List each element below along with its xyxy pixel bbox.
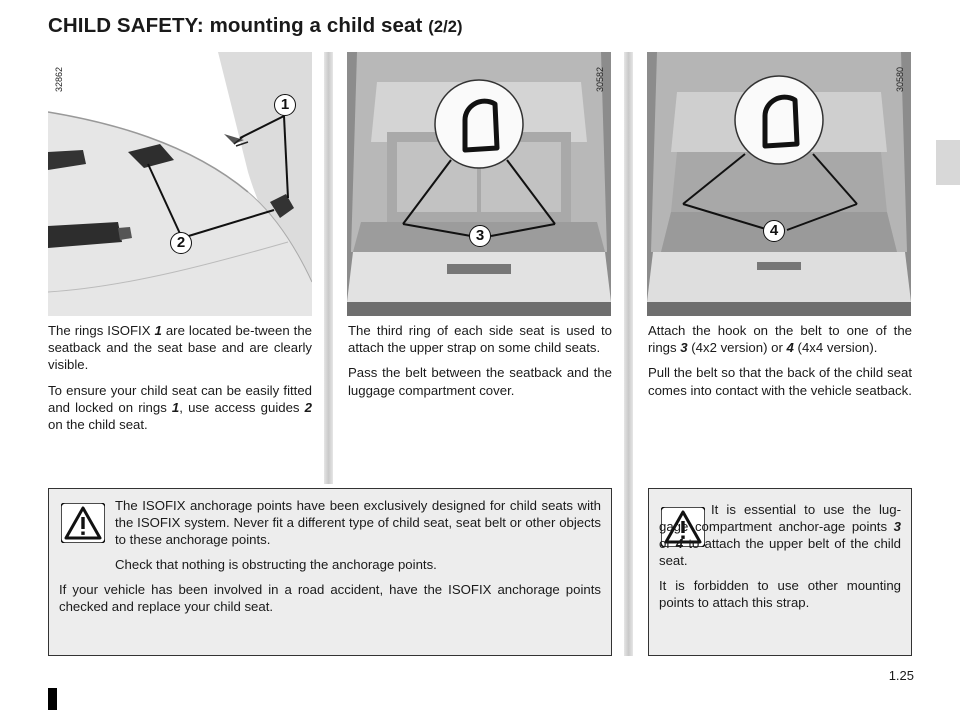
figure-ref-number: 30582	[595, 66, 605, 92]
isofix-warning-box	[48, 488, 612, 656]
corner-mark	[48, 688, 57, 710]
callout-4: 4	[763, 220, 785, 242]
access-guides-paragraph: To ensure your child seat can be easily fitted and locked on rings 1, use access guides 2 on the child seat.	[48, 382, 312, 433]
section-tab	[936, 140, 960, 185]
column-3-text	[648, 322, 912, 407]
callout-1: 1	[274, 94, 296, 116]
callout-3: 3	[469, 225, 491, 247]
callout-2: 2	[170, 232, 192, 254]
column-divider	[624, 52, 633, 484]
luggage-compartment-4x4-illustration	[647, 52, 911, 316]
isofix-exclusive-paragraph: The ISOFIX anchorage points have been exclusively designed for child seats with the ISOFIX system. Never fit a different type of child seat, seat belt or other objects to these anchorage points.	[115, 498, 601, 547]
column-2-text	[348, 322, 612, 407]
pass-belt-paragraph: Pass the belt between the seatback and the luggage compartment cover.	[348, 365, 612, 398]
title-suffix: (2/2)	[428, 18, 463, 36]
obstruction-paragraph: Check that nothing is obstructing the anchorage points.	[115, 557, 437, 572]
third-ring-paragraph: The third ring of each side seat is used to attach the upper strap on some child seats.	[348, 323, 612, 356]
page-number: 1.25	[888, 668, 914, 683]
isofix-seat-illustration	[48, 52, 312, 316]
column-divider	[624, 484, 633, 656]
attach-hook-paragraph: Attach the hook on the belt to one of the rings 3 (4x2 version) or 4 (4x4 version).	[648, 323, 912, 356]
essential-anchorage-paragraph: It is essential to use the lug-gage compartment anchor-age points 3 or 4 to attach the upper belt of the child seat.	[659, 502, 902, 568]
luggage-compartment-4x2-illustration	[347, 52, 611, 316]
pull-belt-paragraph: Pull the belt so that the back of the child seat comes into contact with the vehicle seatback.	[648, 365, 912, 398]
anchorage-warning-box	[648, 488, 912, 656]
page-title: CHILD SAFETY: mounting a child seat (2/2)	[48, 14, 463, 37]
figure-ref-number: 32862	[54, 66, 64, 92]
column-divider	[324, 52, 333, 484]
forbidden-mounting-paragraph: It is forbidden to use other mounting points to attach this strap.	[659, 578, 901, 610]
figure-ref-number: 30580	[895, 66, 905, 92]
isofix-location-paragraph: The rings ISOFIX 1 are located be-tween the seatback and the seat base and are clearly visible.	[48, 323, 312, 373]
accident-paragraph: If your vehicle has been involved in a road accident, have the ISOFIX anchorage points checked and replace your child seat.	[59, 582, 601, 614]
column-1-text	[48, 322, 312, 441]
